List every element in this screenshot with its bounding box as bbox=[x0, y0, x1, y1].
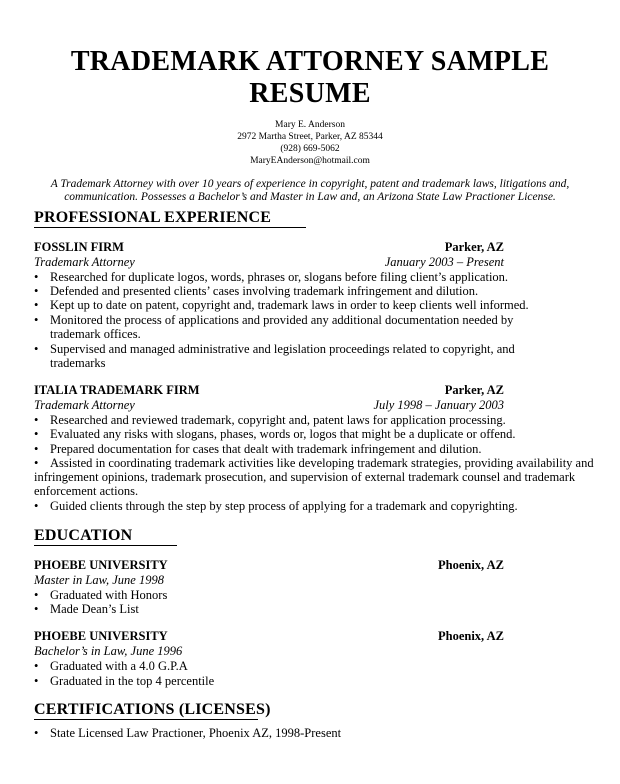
list-item-text: Researched for duplicate logos, words, phrases or, slogans before filing client’s application. bbox=[50, 270, 509, 284]
list-item-continuation: trademarks bbox=[50, 356, 106, 370]
bullet-icon: • bbox=[34, 313, 39, 327]
bullet-icon: • bbox=[34, 413, 39, 427]
job-dates: January 2003 – Present bbox=[384, 255, 504, 269]
list-item-text: Supervised and managed administrative and legislation proceedings related to copyright, and bbox=[50, 342, 515, 356]
list-item-text: Graduated with a 4.0 G.P.A bbox=[50, 659, 188, 673]
list-item-text: Guided clients through the step by step process of applying for a trademark and copyrighting. bbox=[50, 499, 518, 513]
bullet-icon: • bbox=[34, 342, 39, 356]
section-heading-experience: PROFESSIONAL EXPERIENCE bbox=[34, 209, 272, 226]
contact-address: 2972 Martha Street, Parker, AZ 85344 bbox=[237, 132, 383, 142]
list-item-text: Graduated with Honors bbox=[50, 588, 168, 602]
resume-title-line1: TRADEMARK ATTORNEY SAMPLE bbox=[70, 46, 550, 77]
school-location: Phoenix, AZ bbox=[438, 629, 504, 643]
job-firm: ITALIA TRADEMARK FIRM bbox=[34, 383, 200, 397]
job-role: Trademark Attorney bbox=[34, 255, 135, 269]
job-location: Parker, AZ bbox=[444, 240, 504, 254]
job-role: Trademark Attorney bbox=[34, 398, 135, 412]
bullet-icon: • bbox=[34, 442, 39, 456]
bullet-icon: • bbox=[34, 298, 39, 312]
list-item-text: Evaluated any risks with slogans, phases, words or, logos that might be a duplicate or offend. bbox=[50, 427, 516, 441]
section-underline-certifications bbox=[34, 719, 258, 720]
summary-line-2: communication. Possesses a Bachelor’s and Master in Law and, an Arizona State Law Practioner License. bbox=[64, 191, 556, 203]
bullet-icon: • bbox=[34, 499, 39, 513]
list-item-continuation: infringement opinions, trademark prosecution, and supervision of external trademark counsel and trademark bbox=[34, 470, 576, 484]
contact-name: Mary E. Anderson bbox=[275, 120, 345, 130]
school-name: PHOEBE UNIVERSITY bbox=[34, 629, 168, 643]
bullet-icon: • bbox=[34, 659, 39, 673]
school-location: Phoenix, AZ bbox=[438, 558, 504, 572]
bullet-icon: • bbox=[34, 726, 39, 740]
contact-phone: (928) 669-5062 bbox=[280, 144, 340, 154]
contact-email: MaryEAnderson@hotmail.com bbox=[250, 156, 370, 166]
job-location: Parker, AZ bbox=[444, 383, 504, 397]
bullet-icon: • bbox=[34, 284, 39, 298]
bullet-icon: • bbox=[34, 602, 39, 616]
bullet-icon: • bbox=[34, 427, 39, 441]
job-dates: July 1998 – January 2003 bbox=[373, 398, 504, 412]
list-item-text: Prepared documentation for cases that dealt with trademark infringement and dilution. bbox=[50, 442, 482, 456]
school-name: PHOEBE UNIVERSITY bbox=[34, 558, 168, 572]
bullet-icon: • bbox=[34, 674, 39, 688]
degree: Bachelor’s in Law, June 1996 bbox=[34, 644, 183, 658]
bullet-icon: • bbox=[34, 270, 39, 284]
list-item-continuation: enforcement actions. bbox=[34, 484, 139, 498]
list-item-text: Kept up to date on patent, copyright and, trademark laws in order to keep clients well informed. bbox=[50, 298, 529, 312]
list-item-text: Defended and presented clients’ cases involving trademark infringement and dilution. bbox=[50, 284, 479, 298]
section-heading-certifications: CERTIFICATIONS (LICENSES) bbox=[34, 701, 271, 718]
resume-title-line2: RESUME bbox=[249, 78, 371, 109]
job-firm: FOSSLIN FIRM bbox=[34, 240, 124, 254]
section-heading-education: EDUCATION bbox=[34, 527, 133, 544]
degree: Master in Law, June 1998 bbox=[34, 573, 164, 587]
bullet-icon: • bbox=[34, 456, 39, 470]
list-item-text: State Licensed Law Practioner, Phoenix AZ, 1998-Present bbox=[50, 726, 342, 740]
list-item-continuation: trademark offices. bbox=[50, 327, 141, 341]
section-underline-education bbox=[34, 545, 177, 546]
bullet-icon: • bbox=[34, 588, 39, 602]
list-item-text: Made Dean’s List bbox=[50, 602, 139, 616]
list-item-text: Graduated in the top 4 percentile bbox=[50, 674, 215, 688]
list-item-text: Researched and reviewed trademark, copyright and, patent laws for application processing. bbox=[50, 413, 506, 427]
section-underline-experience bbox=[34, 227, 306, 228]
summary-line-1: A Trademark Attorney with over 10 years of experience in copyright, patent and trademark laws, litigations and, bbox=[50, 178, 570, 190]
list-item-text: Monitored the process of applications and provided any additional documentation needed by bbox=[50, 313, 514, 327]
list-item-text: Assisted in coordinating trademark activities like developing trademark strategies, providing availability and bbox=[50, 456, 594, 470]
